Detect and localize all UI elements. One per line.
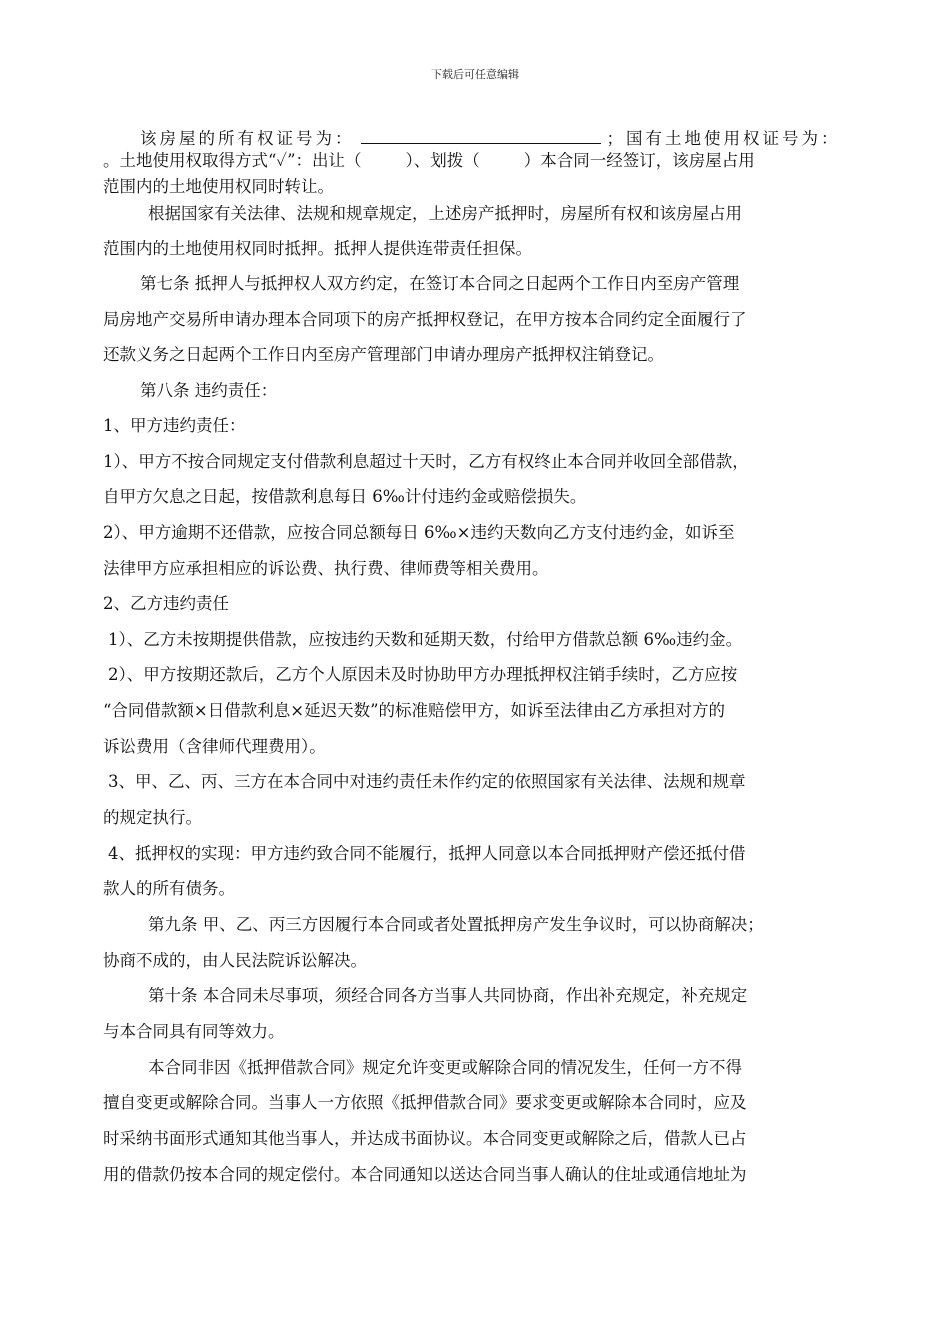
paragraph-line: 1）、甲方不按合同规定支付借款利息超过十天时，乙方有权终止本合同并收回全部借款，	[103, 452, 749, 471]
section-heading: 1、甲方违约责任：	[103, 416, 246, 435]
paragraph-line: 1）、乙方未按期提供借款，应按违约天数和延期天数，付给甲方借款总额 6‰违约金。	[108, 630, 743, 649]
page-header-note: 下载后可任意编辑	[431, 68, 519, 81]
text: ；国有土地使用权证号为：	[606, 129, 841, 148]
paragraph-line: 4、抵押权的实现：甲方违约致合同不能履行，抵押人同意以本合同抵押财产偿还抵付借	[108, 844, 746, 863]
text: 。土地使用权取得方式“✓”：出让（	[103, 151, 362, 170]
paragraph-line: 2）、甲方按期还款后，乙方个人原因未及时协助甲方办理抵押权注销手续时，乙方应按	[108, 665, 738, 684]
paragraph-line: 用的借款仍按本合同的规定偿付。本合同通知以送达合同当事人确认的住址或通信地址为	[103, 1165, 747, 1184]
paragraph-line: 局房地产交易所申请办理本合同项下的房产抵押权登记，在甲方按本合同约定全面履行了	[103, 310, 747, 329]
paragraph-line: “合同借款额×日借款利息×延迟天数”的标准赔偿甲方，如诉至法律由乙方承担对方的	[103, 701, 726, 720]
article-8-heading: 第八条 违约责任：	[140, 381, 278, 400]
paragraph-line: 还款义务之日起两个工作日内至房产管理部门申请办理房产抵押权注销登记。	[103, 345, 664, 364]
line-land-right-method	[103, 151, 755, 171]
paragraph-line: 法律甲方应承担相应的诉讼费、执行费、律师费等相关费用。	[103, 559, 549, 578]
article-10-heading: 第十条 本合同未尽事项，须经合同各方当事人共同协商，作出补充规定，补充规定	[148, 986, 748, 1005]
section-heading: 2、乙方违约责任	[103, 594, 229, 613]
paragraph-line: 范围内的土地使用权同时抵押。抵押人提供连带责任担保。	[103, 239, 532, 258]
paragraph-line: 款人的所有债务。	[103, 879, 235, 898]
text: ）、划拨（	[405, 151, 480, 170]
paragraph-line: 2）、甲方逾期不还借款，应按合同总额每日 6‰×违约天数向乙方支付违约金，如诉至	[103, 523, 735, 542]
blank-field	[361, 127, 601, 144]
text: ）本合同一经签订，该房屋占用	[523, 151, 755, 170]
article-7-heading: 第七条 抵押人与抵押权人双方约定，在签订本合同之日起两个工作日内至房产管理	[140, 274, 740, 293]
paragraph-line: 擅自变更或解除合同。当事人一方依照《抵押借款合同》要求变更或解除本合同时，应及	[103, 1093, 747, 1112]
paragraph-line: 与本合同具有同等效力。	[103, 1022, 285, 1041]
paragraph-line: 的规定执行。	[103, 808, 202, 827]
article-9-heading: 第九条 甲、乙、丙三方因履行本合同或者处置抵押房产发生争议时，可以协商解决；	[148, 915, 764, 934]
paragraph-line: 根据国家有关法律、法规和规章规定，上述房产抵押时，房屋所有权和该房屋占用	[148, 204, 742, 223]
paragraph-line: 诉讼费用（含律师代理费用）。	[103, 737, 326, 756]
line-ownership-cert	[140, 127, 841, 149]
paragraph-line: 本合同非因《抵押借款合同》规定允许变更或解除合同的情况发生，任何一方不得	[148, 1058, 742, 1077]
text: 该房屋的所有权证号为：	[140, 129, 355, 148]
paragraph-line: 协商不成的，由人民法院诉讼解决。	[103, 951, 367, 970]
paragraph-line: 范围内的土地使用权同时转让。	[103, 177, 334, 196]
paragraph-line: 时采纳书面形式通知其他当事人，并达成书面协议。本合同变更或解除之后，借款人已占	[103, 1129, 747, 1148]
paragraph-line: 自甲方欠息之日起，按借款利息每日 6‰计付违约金或赔偿损失。	[103, 487, 587, 506]
paragraph-line: 3、甲、乙、丙、三方在本合同中对违约责任未作约定的依照国家有关法律、法规和规章	[108, 772, 746, 791]
